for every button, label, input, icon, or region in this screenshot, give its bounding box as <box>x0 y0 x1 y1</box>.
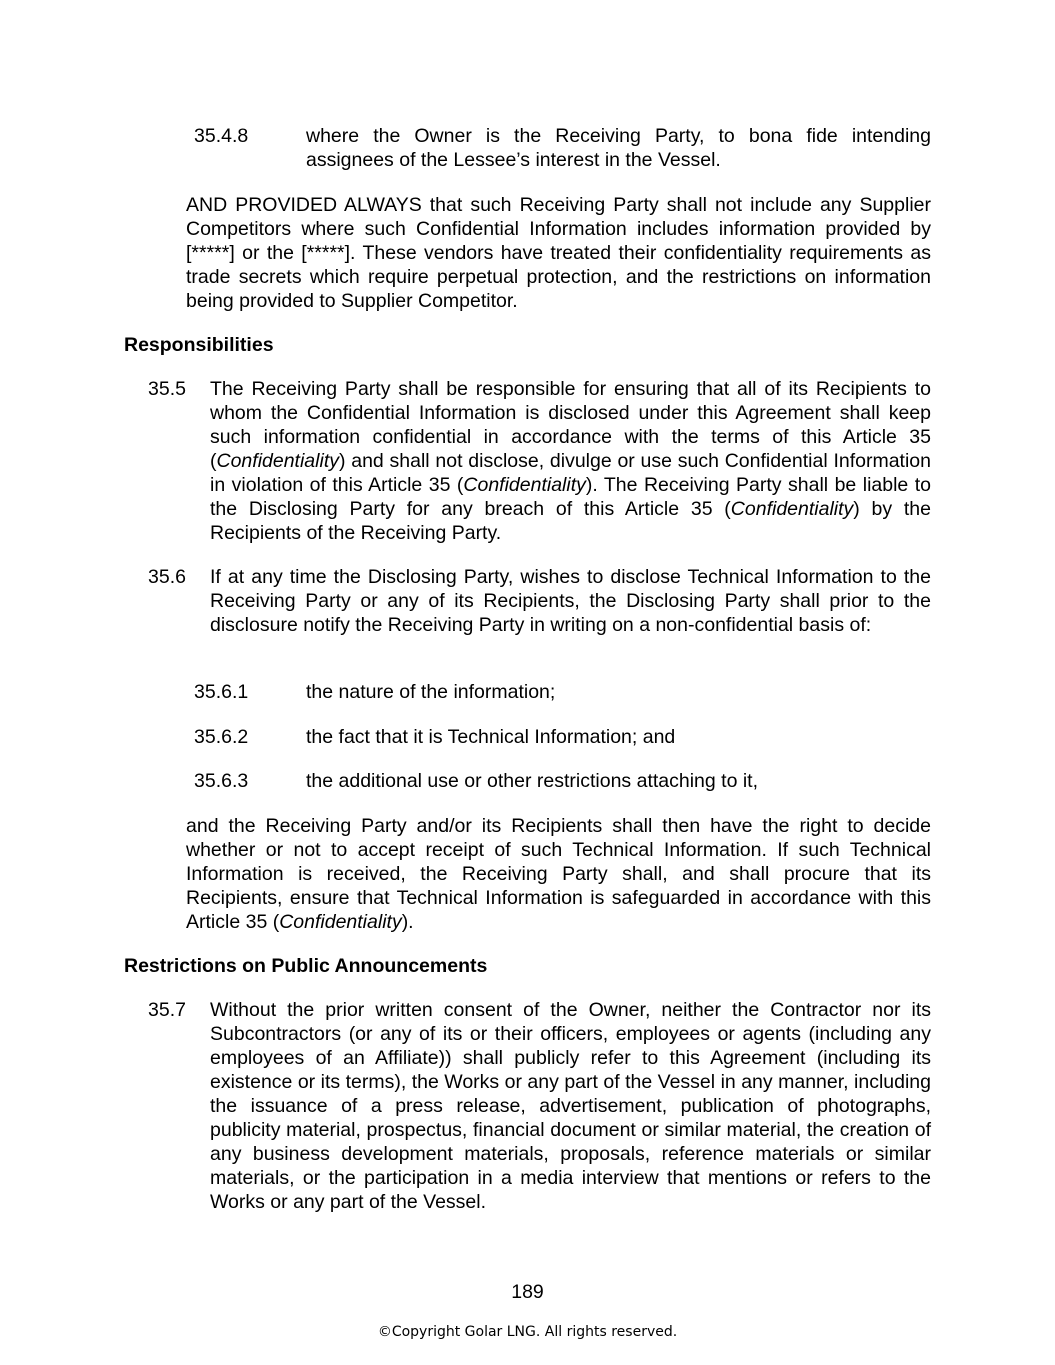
clause-35-5 <box>148 377 931 545</box>
clause-35-6 <box>148 565 931 637</box>
proviso-paragraph: AND PROVIDED ALWAYS that such Receiving Party shall not include any Supplier Competitors where such Confidential Information includes information provided by [*****] or the [*****]. These vendors have treated their confidentiality requirements as trade secrets which require perpetual protection, and the restrictions on information being provided to Supplier Competitor. <box>186 194 931 312</box>
clause-number: 35.6.3 <box>194 770 249 792</box>
clause-text: the additional use or other restrictions attaching to it, <box>306 770 759 792</box>
clause-number: 35.7 <box>148 999 186 1021</box>
copyright-notice: ©Copyright Golar LNG. All rights reserved. <box>377 1324 678 1340</box>
clause-text: the nature of the information; <box>306 681 556 703</box>
clause-35-6-1 <box>194 680 931 704</box>
clause-text: The Receiving Party shall be responsible for ensuring that all of its Recipients to whom the Confidential Information is disclosed under this Agreement shall keep such information confidential in accordance with the terms of this Article 35 (Confidentiality) and shall not disclose, divulge or use such Confidential Information in violation of this Article 35 (Confidentiality). The Receiving Party shall be liable to the Disclosing Party for any breach of this Article 35 (Confidentiality) by the Recipients of the Receiving Party. <box>210 378 931 544</box>
section-heading-responsibilities: Responsibilities <box>124 334 274 356</box>
section-heading-public-announcements: Restrictions on Public Announcements <box>124 955 488 977</box>
clause-35-6-continuation: and the Receiving Party and/or its Recipients shall then have the right to decide whether or not to accept receipt of such Technical Information. If such Technical Information is received, the Receiving Party shall, and shall procure that its Recipients, ensure that Technical Information is safeguarded in accordance with this Article 35 (Confidentiality). <box>186 815 931 933</box>
clause-number: 35.5 <box>148 378 186 400</box>
clause-text: Without the prior written consent of the Owner, neither the Contractor nor its Subcontractors (or any of its or their officers, employees or agents (including any employees of an Affiliate)) shall publicly refer to this Agreement (including its existence or its terms), the Works or any part of the Vessel in any manner, including the issuance of a press release, advertisement, publication of photographs, publicity material, prospectus, financial document or similar material, the creation of any business development materials, proposals, reference materials or similar materials, or the participation in a media interview that mentions or refers to the Works or any part of the Vessel. <box>210 999 931 1213</box>
clause-text: the fact that it is Technical Information; and <box>306 726 676 748</box>
clause-text: where the Owner is the Receiving Party, to bona fide intending assignees of the Lessee’s interest in the Vessel. <box>306 125 931 171</box>
clause-number: 35.6.1 <box>194 681 249 703</box>
page-number: 189 <box>511 1281 544 1303</box>
clause-35-6-3 <box>194 769 931 793</box>
clause-35-6-2 <box>194 725 931 749</box>
clause-number: 35.6.2 <box>194 726 249 748</box>
clause-35-7 <box>148 998 931 1214</box>
clause-number: 35.6 <box>148 566 186 588</box>
clause-number: 35.4.8 <box>194 125 249 147</box>
clause-35-4-8 <box>194 124 931 172</box>
clause-text: If at any time the Disclosing Party, wishes to disclose Technical Information to the Receiving Party or any of its Recipients, the Disclosing Party shall prior to the disclosure notify the Receiving Party in writing on a non-confidential basis of: <box>210 566 931 636</box>
